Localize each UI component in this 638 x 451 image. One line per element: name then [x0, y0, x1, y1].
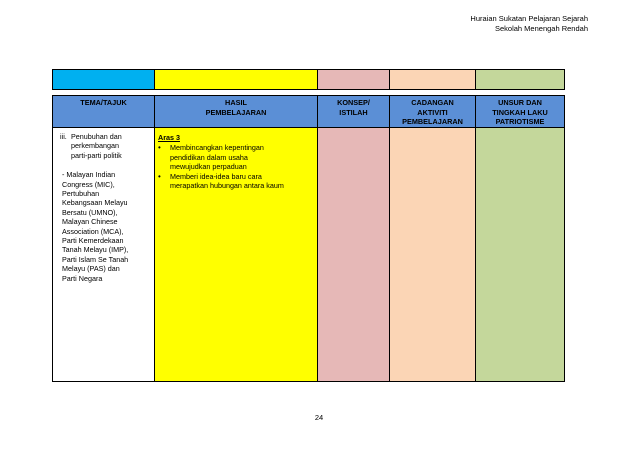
swatch-cell-yellow — [155, 70, 318, 90]
outcome-line: Membincangkan kepentingan — [170, 143, 264, 153]
topic-line: perkembangan — [71, 141, 119, 151]
header-cell-patriotism — [476, 96, 565, 128]
document-header — [470, 14, 588, 34]
activities-cell — [390, 128, 476, 382]
party-line: Tanah Melayu (IMP), — [62, 245, 129, 255]
concept-cell — [318, 128, 390, 382]
topic-number: iii. — [60, 132, 67, 141]
syllabus-table — [52, 69, 565, 382]
header-cell-activities — [390, 96, 476, 128]
party-line: Malayan Chinese — [62, 217, 118, 227]
party-line: Congress (MIC), — [62, 179, 115, 189]
header-outcomes-line2: PEMBELAJARAN — [205, 107, 267, 117]
list-item — [158, 172, 314, 191]
table-header-row — [53, 96, 565, 128]
party-line: Pertubuhan — [62, 189, 100, 199]
header-cell-outcomes — [155, 96, 318, 128]
outcome-line: merapatkan hubungan antara kaum — [170, 181, 284, 191]
header-patriotism-line3: PATRIOTISME — [495, 117, 545, 126]
page-number: 24 — [314, 413, 324, 422]
topic-line: parti-parti politik — [71, 150, 122, 160]
party-line: Parti Islam Se Tanah — [62, 254, 129, 264]
header-activities-line3: PEMBELAJARAN — [402, 117, 463, 126]
header-topic-label: TEMA/TAJUK — [80, 98, 127, 107]
level-label: Aras 3 — [158, 133, 180, 142]
table-row — [53, 128, 565, 382]
color-swatch-row — [53, 70, 565, 90]
swatch-cell-pink — [318, 70, 390, 90]
header-patriotism-line2: TINGKAH LAKU — [492, 107, 548, 117]
header-title: Huraian Sukatan Pelajaran Sejarah — [470, 14, 588, 23]
outcome-line: pendidikan dalam usaha — [170, 152, 248, 162]
outcome-line: Memberi idea-idea baru cara — [170, 171, 262, 181]
outcomes-cell — [155, 128, 318, 382]
outcome-list — [158, 143, 314, 190]
party-line: - Malayan Indian — [62, 170, 116, 180]
party-line: Bersatu (UMNO), — [62, 207, 118, 217]
swatch-cell-blue — [53, 70, 155, 90]
bullet-icon: • — [158, 143, 161, 153]
swatch-cell-peach — [390, 70, 476, 90]
outcome-line: mewujudkan perpaduan — [170, 162, 247, 172]
header-cell-topic — [53, 96, 155, 128]
topic-text — [71, 132, 151, 160]
bullet-icon: • — [158, 171, 161, 181]
header-outcomes-line1: HASIL — [225, 98, 247, 107]
party-line: Melayu (PAS) dan — [62, 264, 120, 274]
party-line: Association (MCA), — [62, 226, 124, 236]
party-line: Kebangsaan Melayu — [62, 198, 128, 208]
party-list — [60, 170, 151, 283]
outcome-text — [170, 172, 284, 191]
header-activities-line2: AKTIVITI — [417, 107, 448, 117]
header-concept-line2: ISTILAH — [339, 107, 368, 117]
header-cell-concept — [318, 96, 390, 128]
topic-item — [60, 132, 151, 160]
list-item — [158, 143, 314, 171]
topic-cell — [53, 128, 155, 382]
party-line: Parti Kemerdekaan — [62, 236, 124, 246]
swatch-cell-green — [476, 70, 565, 90]
party-line: Parti Negara — [62, 273, 103, 283]
topic-line: Penubuhan dan — [71, 132, 122, 141]
header-subtitle: Sekolah Menengah Rendah — [495, 24, 588, 33]
header-patriotism-line1: UNSUR DAN — [498, 98, 542, 107]
header-concept-line1: KONSEP/ — [337, 98, 370, 107]
header-activities-line1: CADANGAN — [411, 98, 454, 107]
patriotism-cell — [476, 128, 565, 382]
outcome-text — [170, 143, 264, 171]
